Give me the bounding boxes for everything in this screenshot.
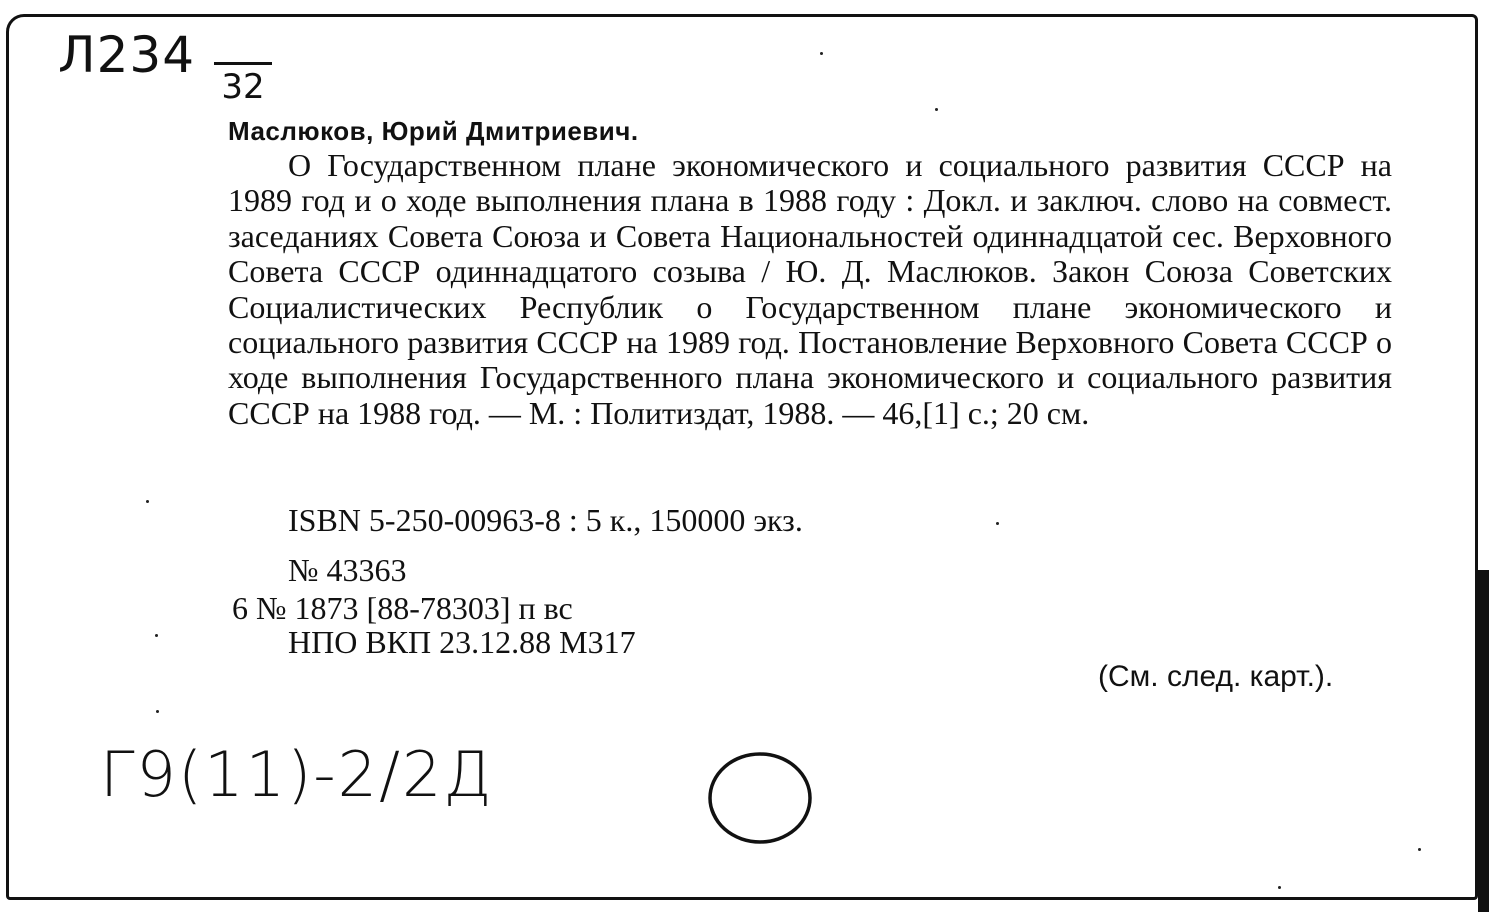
card-edge-shadow	[1478, 570, 1489, 912]
speck	[935, 108, 938, 111]
speck	[156, 710, 159, 713]
shelf-fraction-denominator: 32	[221, 67, 265, 107]
author-heading: Маслюков, Юрий Дмитриевич.	[228, 116, 639, 146]
printer-line: НПО ВКП 23.12.88 М317	[288, 624, 636, 660]
shelf-mark: Л234	[58, 26, 196, 84]
speck	[155, 634, 158, 637]
fraction-line	[214, 62, 272, 65]
speck	[1278, 886, 1281, 889]
see-next-card: (См. след. карт.).	[1098, 660, 1334, 693]
classification-code: Г9(11)-2/2Д	[100, 738, 494, 811]
speck	[146, 500, 149, 503]
bibliographic-description: О Государственном плане экономического и социального развития СССР на 1989 год и о ходе выполнения плана в 1988 году : Докл. и заключ. слово на совмест. заседаниях Совета Союза и Совета Национальностей одиннадцатой сес. Верховного Совета СССР одиннадцатого созыва / Ю. Д. Маслюков. Закон Союза Советских Социалистических Республик о Государственном плане экономического и социального развития СССР на 1989 год. Постановление Верховного Совета СССР о ходе выполнения Государственного плана экономического и социального развития СССР на 1988 год. — М. : Политиздат, 1988. — 46,[1] с.; 20 см.	[228, 147, 1392, 431]
record-number: № 43363	[288, 552, 407, 588]
shelf-fraction	[214, 44, 272, 107]
speck	[820, 52, 823, 55]
speck	[1418, 848, 1421, 851]
isbn-line: ISBN 5-250-00963-8 : 5 к., 150000 экз.	[288, 502, 803, 538]
handwritten-circle-icon	[700, 748, 816, 852]
order-line: 6 № 1873 [88-78303] п вс	[232, 590, 573, 626]
speck	[996, 522, 999, 525]
